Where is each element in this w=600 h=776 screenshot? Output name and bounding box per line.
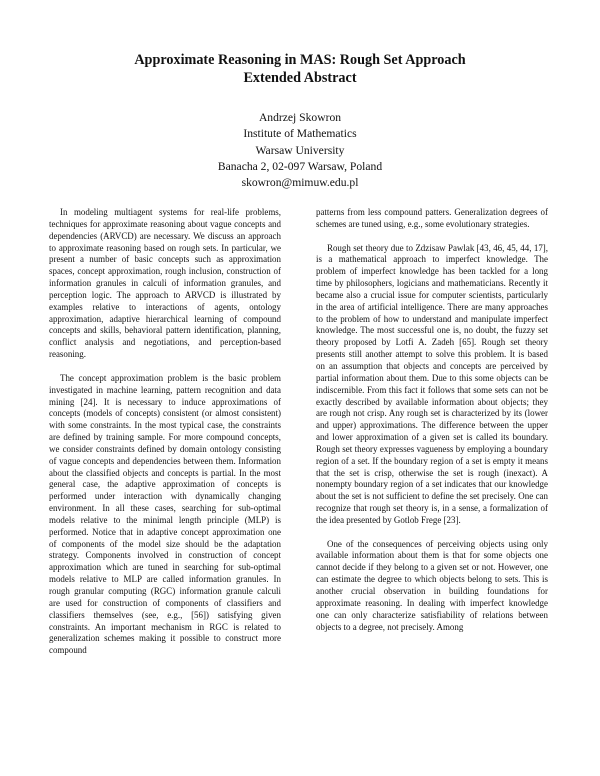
abstract-paragraph: In modeling multiagent systems for real-life problems, techniques for approximate reasoning about vague concepts and dependencies (ARVCD) are necessary. We discuss an approach to approximate reasoning based on rough sets. In particular, we present a number of basic concepts such as approximation spaces, concept approximation, rough inclusion, construction of information granules in calculi of information granules, and perception logic. The approach to ARVCD is illustrated by examples relative to interactions of agents, ontology approximation, adaptive hierarchical learning of compound concepts and skills, behavioral pattern identification, planning, conflict analysis and negotiations, and perception-based reasoning.	[49, 207, 281, 360]
title-line-1: Approximate Reasoning in MAS: Rough Set Approach	[134, 52, 466, 68]
title-line-2: Extended Abstract	[243, 70, 357, 86]
left-column	[49, 207, 281, 669]
author-affiliation: Institute of Mathematics	[243, 127, 357, 141]
paper-title	[0, 51, 600, 87]
continued-paragraph: patterns from less compound patters. Generalization degrees of schemes are tuned using, e.g., some evolutionary strategies.	[316, 207, 548, 229]
author-name: Andrzej Skowron	[258, 111, 342, 124]
rough-set-theory-paragraph: Rough set theory due to Zdzisaw Pawlak [43, 46, 45, 44, 17], is a mathematical approach to imperfect knowledge. The problem of imperfect knowledge has been tackled for a long time by philosophers, logicians and mathematicians. Recently it became also a crucial issue for computer scientists, particularly in the area of artificial intelligence. There are many approaches to the problem of how to understand and manipulate imperfect knowledge. The most successful one is, no doubt, the fuzzy set theory proposed by Lotfi A. Zadeh [65]. Rough set theory presents still another attempt to solve this problem. It is based on an assumption that objects and concepts are perceived by partial information about them. Due to this some objects can be indiscernible. From this fact it follows that some sets can not be exactly described by available information about objects; they are rough not crisp. Any rough set is characterized by its (lower and upper) approximations. The difference between the upper and lower approximation of a given set is called its boundary. Rough set theory expresses vagueness by employing a boundary region of a set. If the boundary region of a set is empty it means that the set is crisp, otherwise the set is rough (inexact). A nonempty boundary region of a set indicates that our knowledge about the set is not sufficient to define the set precisely. One can recognize that rough set theory is, in a sense, a formalization of the idea presented by Gotlob Frege [23].	[316, 242, 548, 525]
author-university: Warsaw University	[255, 143, 345, 157]
author-email: skowron@mimuw.edu.pl	[241, 176, 359, 190]
concept-approximation-paragraph: The concept approximation problem is the basic problem investigated in machine learning, pattern recognition and data mining [24]. It is necessary to induce approximations of concepts (models of concepts) consistent (or almost consistent) with some constraints. In the most typical case, the constraints are defined by training sample. For more compound concepts, we consider constraints defined by domain ontology consisting of vague concepts and dependencies between them. Information about the classified objects and concepts is partial. In the most general case, the adaptive approximation of concepts is performed under interaction with dynamically changing environment. In all these cases, searching for sub-optimal models relative to the minimal length principle (MLP) is performed. Notice that in adaptive concept approximation one of components of the model size should be the adaptation strategy. Components involved in construction of concept approximation which are tuned in searching for sub-optimal models relative to MLP are called information granules. In rough granular computing (RGC) information granule calculi are used for construction of components of classifiers and classifiers themselves (see, e.g., [56]) satisfying given constraints. An important mechanism in RGC is related to generalization schemes making it possible to construct more compound	[49, 372, 281, 656]
author-block	[0, 110, 600, 191]
author-address: Banacha 2, 02-097 Warsaw, Poland	[217, 159, 383, 173]
perception-paragraph: One of the consequences of perceiving objects using only available information about them is that for some objects one cannot decide if they belong to a given set or not. However, one can estimate the degree to which objects belong to sets. This is another crucial observation in building foundations for approximate reasoning. In dealing with imperfect knowledge one can only characterize satisfiability of relations between objects to a degree, not precisely. Among	[316, 538, 548, 632]
right-column	[316, 207, 548, 645]
